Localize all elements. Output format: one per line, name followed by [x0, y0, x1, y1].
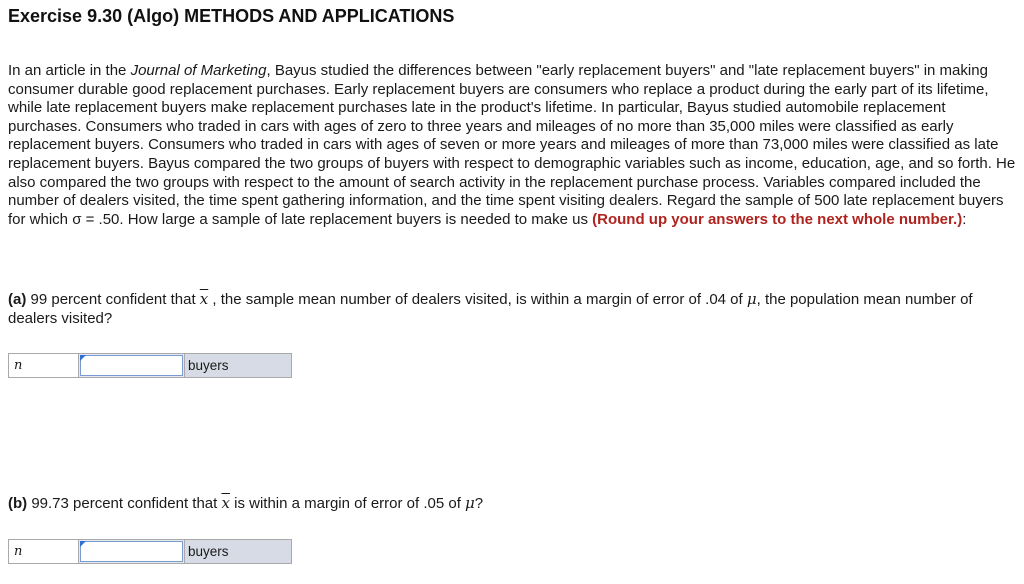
question-a: [8, 290, 1013, 328]
question-b: [8, 494, 1013, 513]
answer-a-input-cell: [79, 354, 185, 377]
flag-icon: [80, 541, 86, 547]
rounding-instruction: (Round up your answers to the next whole number.): [592, 210, 963, 228]
journal-name: Journal of Marketing: [130, 62, 267, 79]
exercise-title: Exercise 9.30 (Algo) METHODS AND APPLICATIONS: [8, 6, 455, 26]
answer-b-variable-label: n: [9, 540, 79, 563]
intro-text: In an article in the: [8, 62, 131, 79]
question-a-label: (a): [8, 291, 27, 308]
question-b-text-3: ?: [474, 495, 484, 512]
question-b-text-2: is within a margin of error of .05 of: [229, 495, 466, 512]
question-a-text-2: , the sample mean number of dealers visited, is within a margin of error of .04 of: [208, 291, 747, 308]
answer-b-input-cell: [79, 540, 185, 563]
mu-symbol: μ: [746, 290, 757, 308]
body-text: , Bayus studied the differences between "early replacement buyers" and "late replacement buyers" in making consumer durable good replacement purchases. Early replacement buyers are consumers who replace a product during the early part of its lifetime, while late replacement buyers make replacement purchases late in the product's lifetime. In particular, Bayus studied automobile replacement purchases. Consumers who traded in cars with ages of zero to three years and mileages of no more than 35,000 miles were classified as early replacement buyers. Consumers who traded in cars with ages of seven or more years and mileages of more than 73,000 miles were classified as late replacement buyers. Bayus compared the two groups of buyers with respect to demographic variables such as income, education, age, and so forth. He also compared the two groups with respect to the amount of search activity in the replacement purchase process. Variables compared included the number of dealers visited, the time spent gathering information, and the time spent visiting dealers. Regard the sample of 500 late replacement buyers for which σ = .50. How large a sample of late replacement buyers is needed to make us: [8, 62, 1016, 228]
problem-statement: [8, 62, 1016, 229]
x-bar-symbol: $\overline{x}$: [221, 494, 230, 512]
question-b-label: (b): [8, 495, 28, 512]
x-bar-symbol: $\overline{x}$: [199, 290, 209, 308]
body-tail: :: [962, 210, 967, 228]
answer-a-unit: buyers: [185, 354, 291, 377]
answer-row-b: [8, 539, 292, 564]
mu-symbol: μ: [465, 494, 475, 512]
question-a-text-3: , the population mean number of dealers visited?: [8, 291, 973, 327]
answer-row-a: [8, 353, 292, 378]
question-a-text-1: 99 percent confident that: [26, 291, 200, 308]
answer-a-input[interactable]: [80, 355, 183, 376]
answer-b-input[interactable]: [80, 541, 183, 562]
answer-a-variable-label: n: [9, 354, 79, 377]
flag-icon: [80, 355, 86, 361]
question-b-text-1: 99.73 percent confident that: [27, 495, 222, 512]
answer-b-unit: buyers: [185, 540, 291, 563]
